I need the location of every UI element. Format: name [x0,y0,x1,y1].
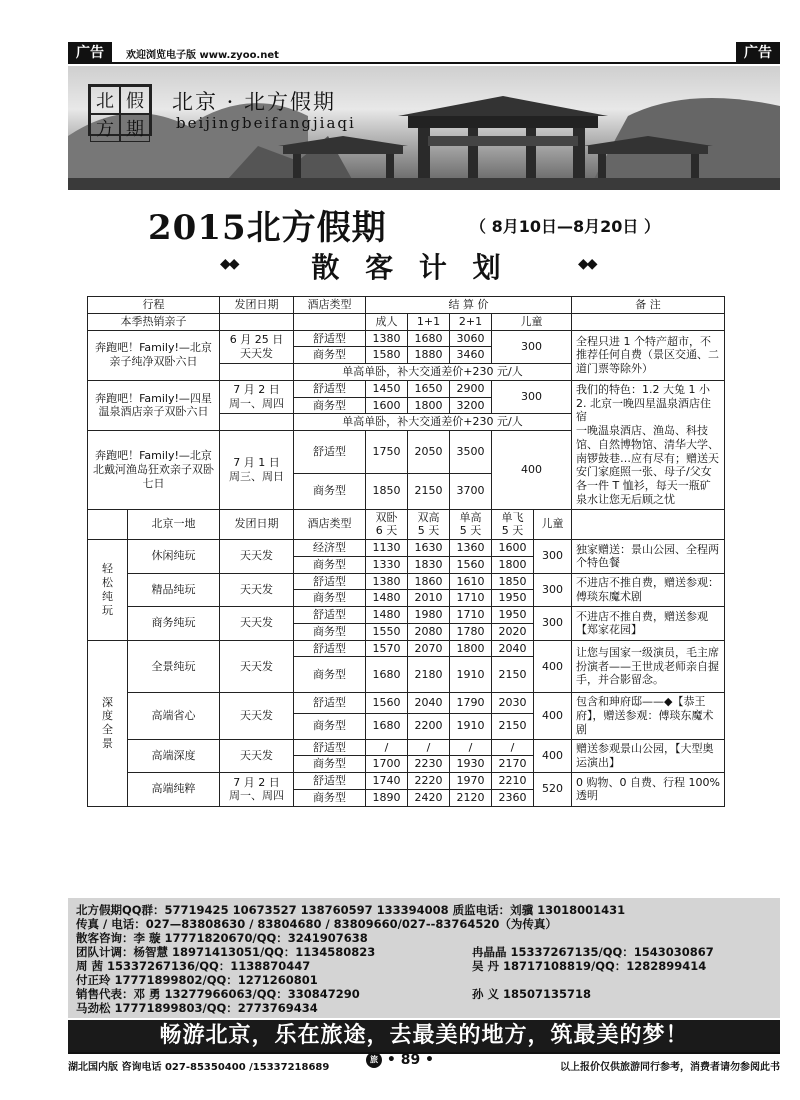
top-bar [68,42,780,64]
date-range: （ 8月10日—8月20日 ） [470,217,660,236]
table-row: 高端纯粹 7 月 2 日 周一、周四 舒适型 1740 2220 1970 2210 520 0 购物、0 自费、行程 100%透明 [88,773,725,790]
table-row: 奔跑吧！Family!—四星温泉酒店亲子双卧六日 7 月 2 日 周一、周四 舒适型 1450 1650 2900 300 我们的特色：1.2 大兔 1 小 2. 北京一晚四星温泉酒店住宿 一晚温泉酒店、渔岛、科技馆、自然博物馆、清华大学、南锣鼓巷…应有尽有；赠送天安门家庭照一张、母子/父女各一件 T 恤衫，每天一瓶矿泉水让您无后顾之忧 [88,380,725,397]
footer-contact: 湖北国内版 咨询电话 027-85350400 /15337218689 [68,1062,330,1073]
publisher-logo-icon: 旅 [366,1052,382,1068]
table-row: 商务型 1580 1880 3460 [88,347,725,364]
header-note: 备 注 [572,297,725,314]
contacts-panel [68,898,780,1018]
page-number-text: • 89 • [386,1052,435,1068]
table-row: 商务型 1600 1800 3200 [88,397,725,414]
contact-line: 散客咨询：李 璇 17771820670/QQ：3241907638 [76,931,368,945]
contact-line: 销售代表：邓 勇 13277966063/QQ：330847290 [76,987,360,1001]
table-row: 商务型 1700 2230 1930 2170 [88,756,725,773]
table-row: 本季热销亲子 成人 1+1 2+1 儿童 [88,313,725,330]
table-row: 商务型 1680 2200 1910 2150 [88,713,725,739]
welcome-text: 欢迎浏览电子版 www.zyoo.net [126,50,279,61]
table-row: 精品纯玩 天天发 舒适型 1380 1860 1610 1850 300 不进店不推自费，赠送参观：傅琰东魔术剧 [88,573,725,590]
ad-tag-right: 广告 [736,42,780,64]
table-row: 高端深度 天天发 舒适型 / / / / 400 赠送参观景山公园，【大型奥运演出】 [88,739,725,756]
table-row: 商务型 1680 2180 1910 2150 [88,657,725,693]
table-row: 奔跑吧！Family!—北京亲子纯净双卧六日 6 月 25 日 天天发 舒适型 1380 1680 3060 300 全程只进 1 个特产超市，不推荐任何自费（景区交通、二道门票等除外） [88,330,725,347]
table-row: 奔跑吧！Family!—北京北戴河渔岛狂欢亲子双卧七日 7 月 1 日 周三、周日 舒适型 1750 2050 3500 400 [88,431,725,474]
table-row: 商务型 1480 2010 1710 1950 [88,590,725,607]
contact-line: 周 茜 15337267136/QQ：1138870447 [76,959,311,973]
contact-line: 付正玲 17771899802/QQ：1271260801 [76,973,318,987]
table-row: 商务型 1550 2080 1780 2020 [88,623,725,640]
table-row: 深 度 全 景 全景纯玩 天天发 舒适型 1570 2070 1800 2040 400 让您与国家一级演员，毛主席扮演者——王世成老师亲自握手，并合影留念。 [88,640,725,657]
table-header-row [88,297,725,314]
table-header-row-2: 北京一地 发团日期 酒店类型 双卧 6 天 双高 5 天 单高 5 天 单飞 5 天 儿童 [88,509,725,540]
page-title: 2015北方假期 [148,208,387,248]
table-row: 单高单卧，补大交通差价+230 元/人 [88,364,725,381]
table-row: 商务纯玩 天天发 舒适型 1480 1980 1710 1950 300 不进店不推自费，赠送参观【郑家花园】 [88,607,725,624]
table-row: 商务型 1850 2150 3700 [88,473,725,509]
contact-line: 团队计调：杨智慧 18971413051/QQ：1134580823 [76,945,376,959]
table-row: 单高单卧，补大交通差价+230 元/人 [88,414,725,431]
table-row: 高端省心 天天发 舒适型 1560 2040 1790 2030 400 包含和珅府邸——◆【恭王府】，赠送参观：傅琰东魔术剧 [88,693,725,713]
diamond-left-icon: ◆◆ [220,256,238,272]
sub-title: 散 客 计 划 [311,251,509,284]
table-row: 商务型 1890 2420 2120 2360 [88,789,725,806]
contact-line: 传真 / 电话：027—83808630 / 83804680 / 83809660/027--83764520（为传真） [76,917,557,931]
table-row: 轻 松 纯 玩 休闲纯玩 天天发 经济型 1130 1630 1360 1600 300 独家赠送：景山公园、全程两个特色餐 [88,540,725,557]
table-row: 商务型 1330 1830 1560 1800 [88,556,725,573]
header-price: 结 算 价 [366,297,572,314]
ad-tag-left: 广告 [68,42,112,64]
header-date: 发团日期 [220,297,294,314]
brand-name-pinyin: beijingbeifangjiaqi [176,114,356,132]
contact-line: 马劲松 17771899803/QQ：2773769434 [76,1001,318,1015]
contact-line: 北方假期QQ群：57719425 10673527 138760597 133394008 质监电话：刘骥 13018001431 [76,903,626,917]
contact-line: 冉晶晶 15337267135/QQ：1543030867 [472,945,714,959]
header-route: 行程 [88,297,220,314]
great-wall-illustration [68,66,780,190]
brand-name-cn: 北京 · 北方假期 [172,90,337,114]
slogan-banner: 畅游北京，乐在旅途，去最美的地方，筑最美的梦！ [68,1020,780,1052]
page-number [366,1052,434,1068]
brand-logo: 北 假 方 期 [88,84,152,136]
price-table [87,296,725,807]
diamond-right-icon: ◆◆ [578,256,596,272]
contact-line: 孙 义 18507135718 [472,987,592,1001]
banner [68,66,780,190]
contact-line: 吴 丹 18717108819/QQ：1282899414 [472,959,707,973]
header-hotel: 酒店类型 [294,297,366,314]
footer-disclaimer: 以上报价仅供旅游同行参考，消费者请勿参阅此书 [560,1062,780,1073]
